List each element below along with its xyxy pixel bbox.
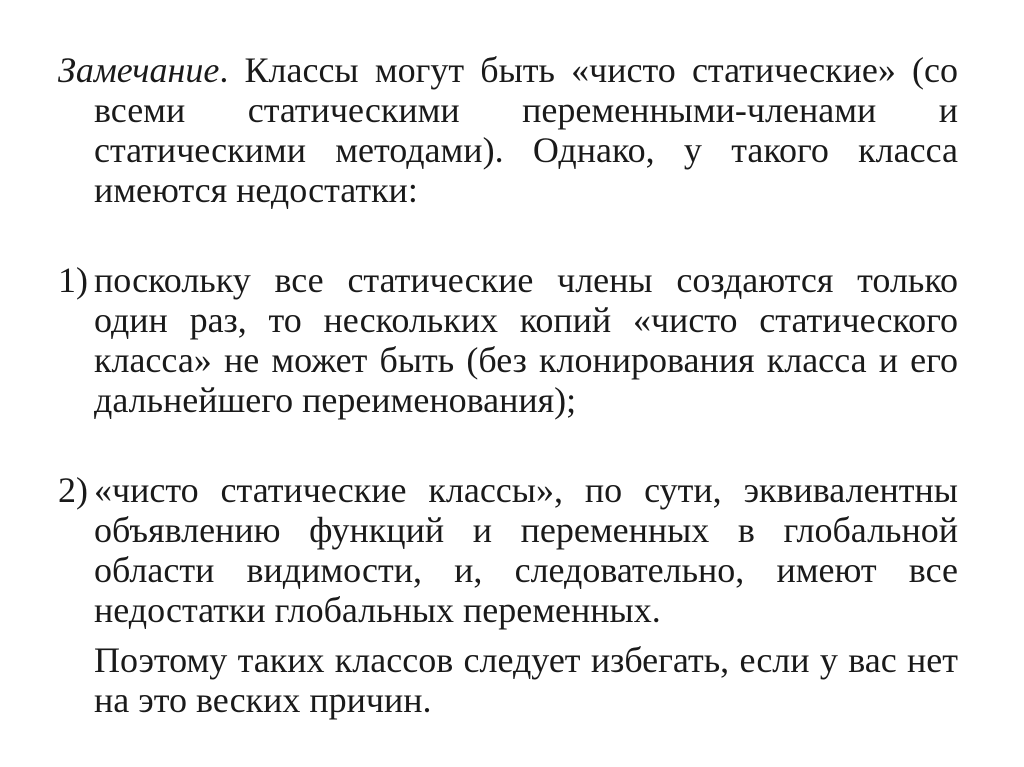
list-item-text: «чисто статические классы», по сути, эквивалентны объявлению функций и переменных в глобальной области видимости, и, следовательно, имеют все недостатки глобальных переменных. (94, 470, 958, 630)
list-item-text: поскольку все статические члены создаются только один раз, то нескольких копий «чисто статического класса» не может быть (без клонирования класса и его дальнейшего переименования); (94, 260, 958, 420)
remark-text: . Классы могут быть «чисто статические» (со всеми статическими переменными-членами и статическими методами). Однако, у такого класса имеются недостатки: (94, 50, 958, 210)
list-item-marker: 1) (58, 260, 88, 300)
list-item-marker: 2) (58, 470, 88, 510)
drawbacks-list (58, 260, 958, 630)
remark-label: Замечание (58, 50, 220, 90)
slide-content (58, 50, 958, 720)
remark-paragraph (58, 50, 958, 210)
list-item (58, 260, 958, 420)
conclusion-paragraph: Поэтому таких классов следует избегать, если у вас нет на это веских причин. (94, 640, 958, 720)
list-item (58, 470, 958, 630)
